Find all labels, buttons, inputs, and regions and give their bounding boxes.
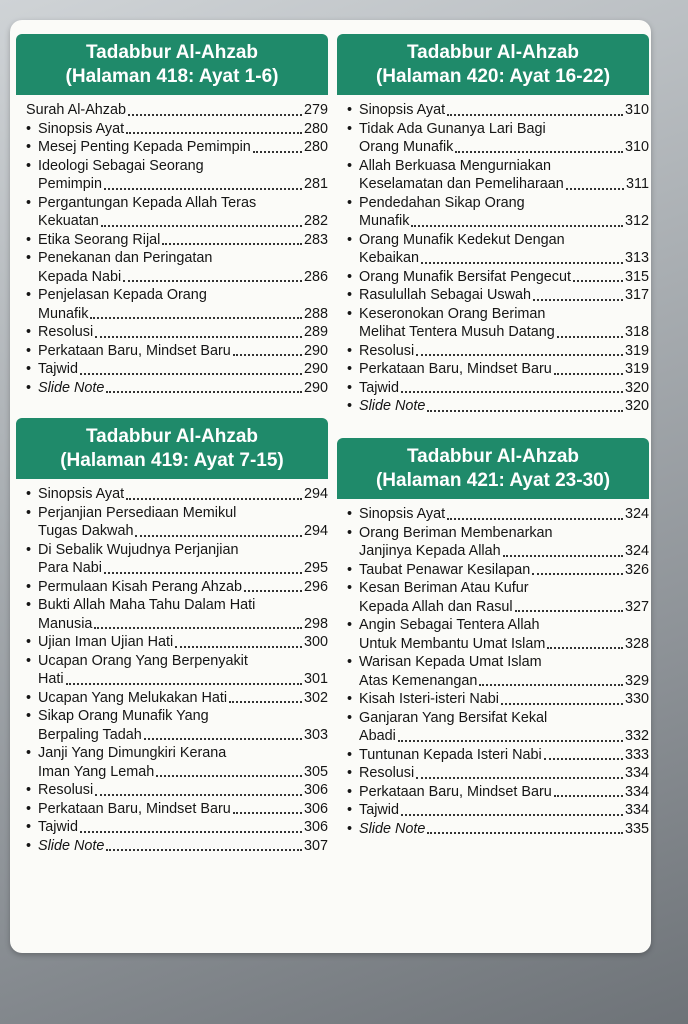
page-number: 306 [303,819,328,835]
page-number: 319 [624,342,649,359]
toc-entry [345,746,649,765]
section-title: Tadabbur Al-Ahzab [85,42,259,63]
toc-entry-title: Tugas Dakwah [38,523,134,539]
page-number: 320 [624,379,649,396]
dot-leader [547,647,623,649]
toc-entry [24,194,328,231]
bullet-icon: • [347,194,353,211]
toc-entry [345,286,649,305]
toc-entry-title: Slide Note [38,837,105,854]
bullet-icon: • [26,689,32,706]
toc-entry-title-line1: Sikap Orang Munafik Yang [38,708,209,724]
dot-leader [94,627,302,629]
toc-list [16,101,328,397]
page-number: 286 [303,268,328,285]
bullet-icon: • [347,580,353,596]
bullet-icon: • [347,709,353,726]
toc-entry [345,820,649,839]
page-number: 296 [303,578,328,595]
bullet-icon: • [347,765,353,781]
toc-entry [24,800,328,819]
bullet-icon: • [26,504,32,521]
bullet-icon: • [26,379,32,396]
toc-entry [345,120,649,157]
dot-leader [104,188,302,190]
toc-entry [24,485,328,504]
page-number: 283 [303,231,328,248]
toc-entry-title: Berpaling Tadah [38,726,142,743]
toc-entry-title-line1: Di Sebalik Wujudnya Perjanjian [38,541,239,558]
toc-entry-title-line1: Penjelasan Kepada Orang [38,287,207,303]
page-number: 294 [303,486,328,502]
toc-entry-title: Etika Seorang Rijal [38,231,161,248]
toc-entry [24,379,328,398]
toc-entry [24,231,328,250]
toc-entry [345,764,649,783]
toc-entry [24,818,328,837]
toc-entry-title: Munafik [359,213,410,229]
toc-entry [345,342,649,361]
toc-entry [24,157,328,194]
toc-entry-title: Sinopsis Ayat [38,120,125,137]
bullet-icon: • [347,617,353,633]
page-number: 302 [303,689,328,706]
toc-list [337,505,649,838]
dot-leader [501,703,623,705]
bullet-icon: • [347,305,353,322]
dot-leader [447,114,623,116]
section-header [337,34,649,95]
section-header [16,34,328,95]
dot-leader [66,683,302,685]
toc-entry-title: Orang Munafik [359,139,454,155]
dot-leader [90,317,302,319]
bullet-icon: • [347,746,353,763]
bullet-icon: • [26,782,32,798]
toc-entry-title-line1: Janji Yang Dimungkiri Kerana [38,745,227,761]
page-number: 334 [624,802,649,818]
page-number: 334 [624,765,649,781]
toc-entry-title: Manusia [38,615,93,632]
toc-entry [24,342,328,361]
toc-entry-title: Slide Note [359,398,426,414]
page-number: 315 [624,268,649,285]
bullet-icon: • [26,837,32,854]
toc-entry-title-line1: Angin Sebagai Tentera Allah [359,617,540,633]
toc-entry-title: Kebaikan [359,250,420,266]
toc-entry-title-line1: Pendedahan Sikap Orang [359,194,525,211]
section-subtitle: (Halaman 419: Ayat 7-15) [60,450,284,471]
section-title: Tadabbur Al-Ahzab [406,42,580,63]
bullet-icon: • [26,250,32,266]
bullet-icon: • [26,486,32,502]
page-number: 328 [624,635,649,652]
dot-leader [175,646,302,648]
page-number: 326 [624,561,649,578]
toc-entry [24,101,328,120]
page-number: 313 [624,250,649,266]
page-number: 310 [624,139,649,155]
dot-leader [233,812,302,814]
dot-leader [80,373,302,375]
toc-entry-title: Rasulullah Sebagai Uswah [359,287,531,303]
toc-entry-title: Kisah Isteri-isteri Nabi [359,691,499,707]
page-number: 332 [624,728,649,744]
toc-entry [345,783,649,802]
toc-entry [345,397,649,416]
toc-entry [345,101,649,120]
dot-leader [123,280,302,282]
bullet-icon: • [347,506,353,522]
dot-leader [126,132,302,134]
dot-leader [533,299,623,301]
toc-entry-title-line1: Allah Berkuasa Mengurniakan [359,157,551,174]
page-number: 300 [303,634,328,650]
toc-entry-title: Keselamatan dan Pemeliharaan [359,176,564,192]
bullet-icon: • [347,524,353,541]
dot-leader [503,555,623,557]
bullet-icon: • [26,634,32,650]
dot-leader [554,795,623,797]
dot-leader [411,225,623,227]
toc-entry-title-line1: Bukti Allah Maha Tahu Dalam Hati [38,597,256,613]
toc-entry-title: Perkataan Baru, Mindset Baru [359,361,552,377]
bullet-icon: • [26,120,32,137]
toc-list [337,101,649,416]
dot-leader [156,775,302,777]
page-number: 303 [303,726,328,743]
bullet-icon: • [347,654,353,670]
toc-entry-title-line1: Orang Munafik Kedekut Dengan [359,231,565,248]
toc-entry-title: Tajwid [38,361,78,377]
dot-leader [106,849,302,851]
toc-section-418 [16,34,328,397]
page-number: 330 [624,691,649,707]
bullet-icon: • [347,398,353,414]
toc-entry-title: Sinopsis Ayat [38,486,125,502]
toc-entry [24,596,328,633]
page-number: 317 [624,287,649,303]
page-number: 281 [303,176,328,192]
toc-entry-title-line1: Keseronokan Orang Beriman [359,305,546,322]
section-title: Tadabbur Al-Ahzab [85,426,259,447]
page-number: 329 [624,672,649,689]
page-number: 298 [303,615,328,632]
toc-entry-title: Tuntunan Kepada Isteri Nabi [359,746,542,763]
bullet-icon: • [26,231,32,248]
toc-entry-title: Kepada Allah dan Rasul [359,598,513,615]
page-number: 295 [303,560,328,576]
dot-leader [162,243,302,245]
toc-entry-title: Tajwid [359,379,399,396]
toc-entry [24,744,328,781]
toc-entry-title: Taubat Penawar Kesilapan [359,561,531,578]
toc-entry-title: Iman Yang Lemah [38,763,155,780]
page-number: 324 [624,543,649,559]
bullet-icon: • [26,819,32,835]
toc-entry [345,268,649,287]
bullet-icon: • [347,157,353,174]
toc-entry-title: Ujian Iman Ujian Hati [38,634,174,650]
section-subtitle: (Halaman 420: Ayat 16-22) [375,66,611,87]
dot-leader [104,572,302,574]
toc-entry [24,633,328,652]
toc-entry-title-line1: Kesan Beriman Atau Kufur [359,580,529,596]
section-subtitle: (Halaman 418: Ayat 1-6) [65,66,279,87]
toc-entry [24,120,328,139]
bullet-icon: • [347,287,353,303]
toc-entry [345,709,649,746]
toc-entry [24,323,328,342]
dot-leader [95,794,302,796]
toc-entry-title-line1: Ganjaran Yang Bersifat Kekal [359,709,548,726]
toc-entry [24,781,328,800]
toc-entry-title: Resolusi [38,324,94,340]
page-number: 279 [303,102,328,118]
dot-leader [573,280,623,282]
page-number: 324 [624,506,649,522]
toc-entry-title: Sinopsis Ayat [359,506,446,522]
page-number: 311 [626,176,649,192]
dot-leader [144,738,302,740]
toc-entry [24,138,328,157]
toc-entry-title: Janjinya Kepada Allah [359,543,501,559]
dot-leader [101,225,302,227]
dot-leader [544,758,623,760]
toc-entry-title-line1: Pergantungan Kepada Allah Teras [38,194,257,211]
dot-leader [557,336,623,338]
toc-entry-title: Pemimpin [38,176,102,192]
toc-entry [345,505,649,524]
toc-entry-title-line1: Perjanjian Persediaan Memikul [38,504,237,521]
page-number: 335 [624,820,649,837]
bullet-icon: • [347,120,353,137]
toc-entry-title: Resolusi [38,782,94,798]
dot-leader [401,391,623,393]
dot-leader [401,814,623,816]
toc-entry-title: Sinopsis Ayat [359,102,446,118]
toc-entry [345,616,649,653]
bullet-icon: • [347,802,353,818]
bullet-icon: • [347,783,353,800]
page-number: 320 [624,398,649,414]
toc-entry [24,689,328,708]
toc-entry [345,231,649,268]
bullet-icon: • [26,194,32,211]
toc-list [16,485,328,855]
toc-entry [345,157,649,194]
bullet-icon: • [347,102,353,118]
page-number: 333 [624,746,649,763]
bullet-icon: • [26,708,32,724]
page-number: 306 [303,782,328,798]
bullet-icon: • [26,361,32,377]
toc-entry-title: Para Nabi [38,560,102,576]
bullet-icon: • [347,561,353,578]
toc-entry [345,801,649,820]
bullet-icon: • [347,820,353,837]
toc-entry [24,652,328,689]
toc-entry [24,541,328,578]
toc-entry [345,305,649,342]
page-number: 306 [303,800,328,817]
bullet-icon: • [26,157,32,174]
toc-entry [24,837,328,856]
toc-entry [345,360,649,379]
toc-entry [345,653,649,690]
bullet-icon: • [347,342,353,359]
bullet-icon: • [26,652,32,669]
page-number: 318 [624,324,649,340]
dot-leader [95,336,302,338]
toc-section-421 [337,438,649,838]
toc-entry [24,707,328,744]
dot-leader [566,188,624,190]
dot-leader [427,410,623,412]
section-title: Tadabbur Al-Ahzab [406,446,580,467]
section-header [337,438,649,499]
bullet-icon: • [26,287,32,303]
toc-entry [24,249,328,286]
toc-entry [345,524,649,561]
toc-entry-title-line1: Ideologi Sebagai Seorang [38,157,204,174]
dot-leader [229,701,302,703]
toc-entry [345,561,649,580]
page-number: 282 [303,213,328,229]
page-number: 310 [624,102,649,118]
dot-leader [80,831,302,833]
dot-leader [532,573,623,575]
dot-leader [416,354,623,356]
toc-entry-title: Resolusi [359,342,415,359]
dot-leader [447,518,623,520]
bullet-icon: • [347,379,353,396]
toc-entry-title: Abadi [359,728,396,744]
toc-entry-title-line1: Penekanan dan Peringatan [38,250,213,266]
dot-leader [455,151,623,153]
toc-entry-title: Melihat Tentera Musuh Datang [359,324,555,340]
page-number: 312 [624,213,649,229]
toc-entry-title: Hati [38,671,64,687]
toc-entry-title: Tajwid [359,802,399,818]
toc-entry-title: Resolusi [359,765,415,781]
page-number: 290 [303,379,328,396]
toc-entry-title: Surah Al-Ahzab [26,102,126,118]
toc-entry-title-line1: Tidak Ada Gunanya Lari Bagi [359,120,546,137]
page-number: 290 [303,361,328,377]
dot-leader [135,535,302,537]
page-number: 290 [303,342,328,359]
toc-entry-title: Atas Kemenangan [359,672,478,689]
dot-leader [416,777,623,779]
toc-entry-title: Permulaan Kisah Perang Ahzab [38,578,242,595]
page-number: 327 [624,598,649,615]
toc-entry-title-line1: Warisan Kepada Umat Islam [359,654,542,670]
bullet-icon: • [26,800,32,817]
bullet-icon: • [347,268,353,285]
page-number: 294 [303,523,328,539]
dot-leader [515,610,623,612]
page-number: 280 [303,120,328,137]
toc-entry [24,578,328,597]
toc-section-419 [16,418,328,855]
bullet-icon: • [26,139,32,155]
bullet-icon: • [347,361,353,377]
toc-entry-title: Perkataan Baru, Mindset Baru [38,800,231,817]
toc-section-420 [337,34,649,416]
page-number: 289 [303,324,328,340]
toc-entry-title: Untuk Membantu Umat Islam [359,635,546,652]
dot-leader [106,391,302,393]
toc-entry-title-line1: Ucapan Orang Yang Berpenyakit [38,652,248,669]
toc-entry-title: Ucapan Yang Melukakan Hati [38,689,228,706]
toc-entry-title: Munafik [38,305,89,322]
dot-leader [233,354,302,356]
section-header [16,418,328,479]
toc-entry-title-line1: Orang Beriman Membenarkan [359,524,553,541]
toc-entry [345,579,649,616]
bullet-icon: • [26,597,32,613]
toc-entry-title: Slide Note [359,820,426,837]
toc-entry [24,286,328,323]
toc-entry-title: Kekuatan [38,213,99,229]
bullet-icon: • [26,541,32,558]
page-number: 305 [303,763,328,780]
toc-entry-title: Perkataan Baru, Mindset Baru [38,342,231,359]
toc-entry-title: Perkataan Baru, Mindset Baru [359,783,552,800]
page-number: 319 [624,361,649,377]
bullet-icon: • [26,578,32,595]
toc-card [10,20,651,953]
toc-entry-title: Tajwid [38,819,78,835]
toc-entry-title: Mesej Penting Kepada Pemimpin [38,139,251,155]
toc-entry-title: Slide Note [38,379,105,396]
page-number: 280 [303,139,328,155]
toc-entry [24,360,328,379]
bullet-icon: • [347,691,353,707]
bullet-icon: • [26,342,32,359]
page-number: 307 [303,837,328,854]
toc-entry [345,194,649,231]
page-number: 288 [303,305,328,322]
section-subtitle: (Halaman 421: Ayat 23-30) [375,470,611,491]
bullet-icon: • [26,324,32,340]
bullet-icon: • [347,231,353,248]
dot-leader [554,373,623,375]
toc-entry [345,690,649,709]
dot-leader [421,262,623,264]
toc-entry-title: Orang Munafik Bersifat Pengecut [359,268,571,285]
dot-leader [244,590,302,592]
bullet-icon: • [26,745,32,761]
dot-leader [398,740,623,742]
dot-leader [128,114,302,116]
dot-leader [253,151,302,153]
dot-leader [126,498,302,500]
dot-leader [479,684,623,686]
toc-entry [345,379,649,398]
page-number: 334 [624,783,649,800]
toc-entry [24,504,328,541]
toc-entry-title: Kepada Nabi [38,268,122,285]
dot-leader [427,832,623,834]
page-number: 301 [303,671,328,687]
